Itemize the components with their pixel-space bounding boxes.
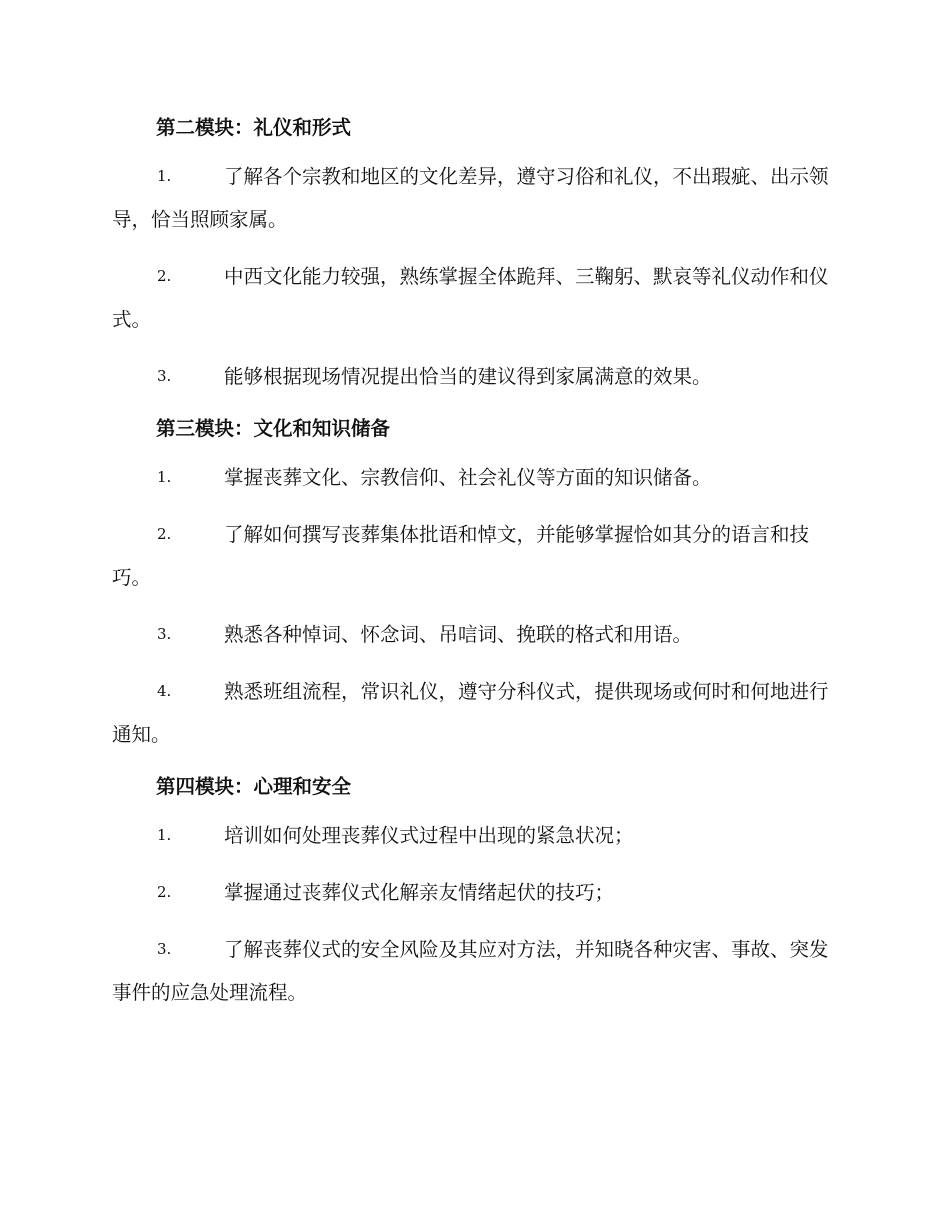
item-number: 3. [157,940,172,958]
list-item [112,506,840,606]
item-text: 熟悉各种悼词、怀念词、吊唁词、挽联的格式和用语。 [224,623,693,646]
section-title: 第三模块：文化和知识储备 [156,417,391,440]
item-number: 1. [157,468,172,486]
item-number: 2. [157,525,172,543]
section-module-3 [112,409,840,763]
document-body [112,108,840,1025]
item-text: 能够根据现场情况提出恰当的建议得到家属满意的效果。 [224,365,712,388]
item-text: 熟悉班组流程，常识礼仪，遵守分科仪式，提供现场或何时和何地进行通知。 [112,680,829,746]
item-number: 3. [157,625,172,643]
list-item [112,864,840,921]
list-item [112,348,840,405]
list-item [112,148,840,248]
section-module-2 [112,108,840,405]
item-number: 1. [157,826,172,844]
item-text: 了解各个宗教和地区的文化差异，遵守习俗和礼仪，不出瑕疵、出示领导，恰当照顾家属。 [112,165,829,231]
list-item [112,807,840,864]
item-text: 中西文化能力较强，熟练掌握全体跪拜、三鞠躬、默哀等礼仪动作和仪式。 [112,265,829,331]
list-item [112,606,840,663]
section-title: 第二模块：礼仪和形式 [156,116,352,139]
list-item [112,248,840,348]
item-number: 2. [157,267,172,285]
item-text: 掌握丧葬文化、宗教信仰、社会礼仪等方面的知识储备。 [224,466,712,489]
list-item [112,921,840,1021]
item-number: 4. [157,682,172,700]
list-item [112,663,840,763]
item-number: 1. [157,167,172,185]
item-text: 掌握通过丧葬仪式化解亲友情绪起伏的技巧； [224,881,615,904]
item-text: 培训如何处理丧葬仪式过程中出现的紧急状况； [224,824,634,847]
item-text: 了解丧葬仪式的安全风险及其应对方法，并知晓各种灾害、事故、突发事件的应急处理流程。 [112,938,829,1004]
section-title: 第四模块：心理和安全 [156,775,352,798]
section-module-4 [112,767,840,1021]
list-item [112,449,840,506]
item-number: 2. [157,883,172,901]
item-number: 3. [157,367,172,385]
item-text: 了解如何撰写丧葬集体批语和悼文，并能够掌握恰如其分的语言和技巧。 [112,523,810,589]
